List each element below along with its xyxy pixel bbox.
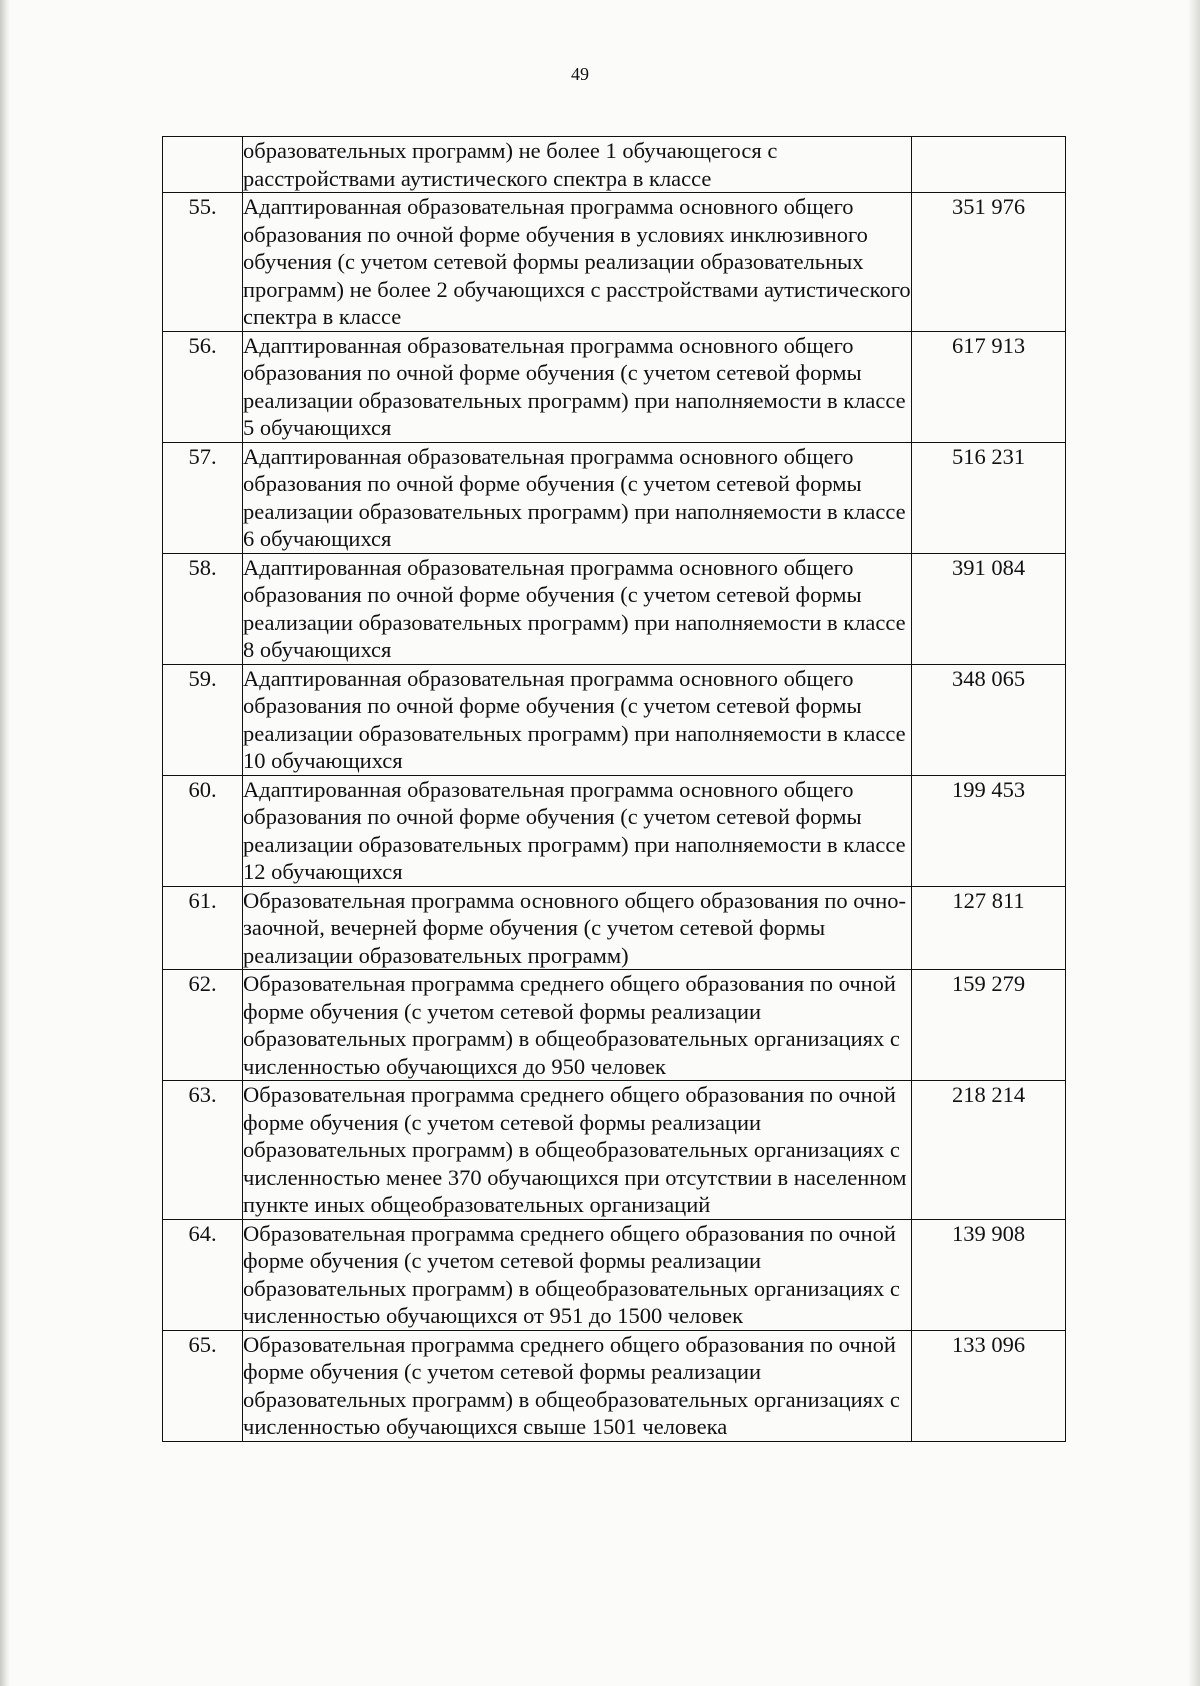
row-number xyxy=(163,137,243,193)
scan-edge-left xyxy=(0,0,10,1686)
table-row xyxy=(163,886,1066,970)
table-row xyxy=(163,1081,1066,1220)
row-number: 63. xyxy=(163,1081,243,1220)
table-row xyxy=(163,331,1066,442)
row-number: 55. xyxy=(163,193,243,332)
row-number: 62. xyxy=(163,970,243,1081)
program-description: Адаптированная образовательная программа основного общего образования по очной форме обучения (с учетом сетевой формы реализации образовательных программ) при наполняемости в классе 5 обучающихся xyxy=(243,331,912,442)
program-description: Адаптированная образовательная программа основного общего образования по очной форме обучения (с учетом сетевой формы реализации образовательных программ) при наполняемости в классе 8 обучающихся xyxy=(243,553,912,664)
cost-value: 159 279 xyxy=(912,970,1066,1081)
tariff-table xyxy=(162,136,1066,1442)
table-body xyxy=(163,137,1066,1442)
cost-value xyxy=(912,137,1066,193)
row-number: 56. xyxy=(163,331,243,442)
row-number: 65. xyxy=(163,1330,243,1441)
cost-value: 133 096 xyxy=(912,1330,1066,1441)
table-row xyxy=(163,775,1066,886)
program-description: Образовательная программа среднего общего образования по очной форме обучения (с учетом сетевой формы реализации образовательных программ) в общеобразовательных организациях с численностью менее 370 обучающихся при отсутствии в населенном пункте иных общеобразовательных организаций xyxy=(243,1081,912,1220)
row-number: 61. xyxy=(163,886,243,970)
row-number: 58. xyxy=(163,553,243,664)
cost-value: 139 908 xyxy=(912,1219,1066,1330)
row-number: 60. xyxy=(163,775,243,886)
cost-value: 617 913 xyxy=(912,331,1066,442)
cost-value: 391 084 xyxy=(912,553,1066,664)
program-description: Образовательная программа среднего общего образования по очной форме обучения (с учетом сетевой формы реализации образовательных программ) в общеобразовательных организациях с численностью обучающихся свыше 1501 человека xyxy=(243,1330,912,1441)
page-number: 49 xyxy=(571,64,589,84)
program-description: Образовательная программа среднего общего образования по очной форме обучения (с учетом сетевой формы реализации образовательных программ) в общеобразовательных организациях с численностью обучающихся до 950 человек xyxy=(243,970,912,1081)
program-description: Образовательная программа среднего общего образования по очной форме обучения (с учетом сетевой формы реализации образовательных программ) в общеобразовательных организациях с численностью обучающихся от 951 до 1500 человек xyxy=(243,1219,912,1330)
cost-value: 199 453 xyxy=(912,775,1066,886)
program-description: Адаптированная образовательная программа основного общего образования по очной форме обучения (с учетом сетевой формы реализации образовательных программ) при наполняемости в классе 12 обучающихся xyxy=(243,775,912,886)
cost-value: 516 231 xyxy=(912,442,1066,553)
row-number: 59. xyxy=(163,664,243,775)
program-description: Адаптированная образовательная программа основного общего образования по очной форме обучения (с учетом сетевой формы реализации образовательных программ) при наполняемости в классе 6 обучающихся xyxy=(243,442,912,553)
program-description: Образовательная программа основного общего образования по очно-заочной, вечерней форме обучения (с учетом сетевой формы реализации образовательных программ) xyxy=(243,886,912,970)
scan-edge-right xyxy=(1188,0,1200,1686)
cost-value: 348 065 xyxy=(912,664,1066,775)
table-row xyxy=(163,137,1066,193)
cost-value: 218 214 xyxy=(912,1081,1066,1220)
table-row xyxy=(163,664,1066,775)
cost-value: 127 811 xyxy=(912,886,1066,970)
cost-value: 351 976 xyxy=(912,193,1066,332)
table-row xyxy=(163,1330,1066,1441)
program-description: Адаптированная образовательная программа основного общего образования по очной форме обучения (с учетом сетевой формы реализации образовательных программ) при наполняемости в классе 10 обучающихся xyxy=(243,664,912,775)
table-row xyxy=(163,1219,1066,1330)
table-row xyxy=(163,442,1066,553)
table-row xyxy=(163,970,1066,1081)
row-number: 64. xyxy=(163,1219,243,1330)
program-description: Адаптированная образовательная программа основного общего образования по очной форме обучения в условиях инклюзивного обучения (с учетом сетевой формы реализации образовательных программ) не более 2 обучающихся с расстройствами аутистического спектра в классе xyxy=(243,194,911,329)
program-description: образовательных программ) не более 1 обучающегося с расстройствами аутистического спектра в классе xyxy=(243,137,912,193)
row-number: 57. xyxy=(163,442,243,553)
table-row xyxy=(163,553,1066,664)
table-row xyxy=(163,193,1066,332)
